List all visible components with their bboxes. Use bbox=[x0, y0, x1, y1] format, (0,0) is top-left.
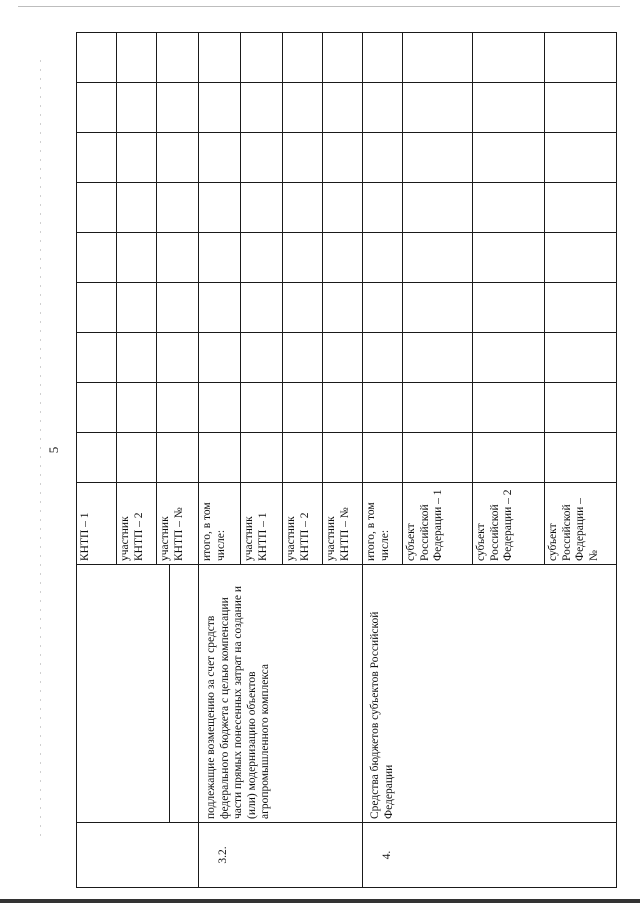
page-number: 5 bbox=[46, 446, 61, 454]
participant-label: участник КНТП – № bbox=[157, 483, 199, 565]
participant-label: участник КНТП – 2 bbox=[283, 483, 323, 565]
table-row bbox=[363, 33, 403, 888]
table-row bbox=[199, 33, 241, 888]
participant-label: участник КНТП – № bbox=[323, 483, 363, 565]
section-name bbox=[77, 565, 199, 823]
section-number: 3.2. bbox=[199, 823, 363, 888]
page-top-edge bbox=[18, 6, 620, 7]
funding-table-container bbox=[76, 33, 600, 888]
participant-label: участник КНТП – 1 bbox=[241, 483, 283, 565]
section-name: Средства бюджетов субъектов Российской Федерации bbox=[363, 565, 617, 823]
participant-label: субъект Российской Федерации – 2 bbox=[473, 483, 545, 565]
section-number bbox=[77, 823, 199, 888]
participant-label: субъект Российской Федерации – 1 bbox=[403, 483, 473, 565]
section-name: подлежащие возмещению за счет средств федерального бюджета с целью компенсации части прямых понесенных затрат на создание и (или) модернизацию объектов агропромышленного комплекса bbox=[199, 565, 363, 823]
table-row bbox=[77, 33, 117, 888]
margin-artifact bbox=[40, 60, 41, 840]
section-number: 4. bbox=[363, 823, 617, 888]
name-cell-divider bbox=[81, 565, 170, 822]
page-bottom-edge bbox=[0, 899, 640, 903]
participant-label: КНТП – 1 bbox=[77, 483, 117, 565]
funding-table bbox=[76, 32, 617, 888]
participant-label: итого, в том числе: bbox=[199, 483, 241, 565]
participant-label: итого, в том числе: bbox=[363, 483, 403, 565]
participant-label: субъект Российской Федерации – № bbox=[545, 483, 617, 565]
participant-label: участник КНТП – 2 bbox=[117, 483, 157, 565]
